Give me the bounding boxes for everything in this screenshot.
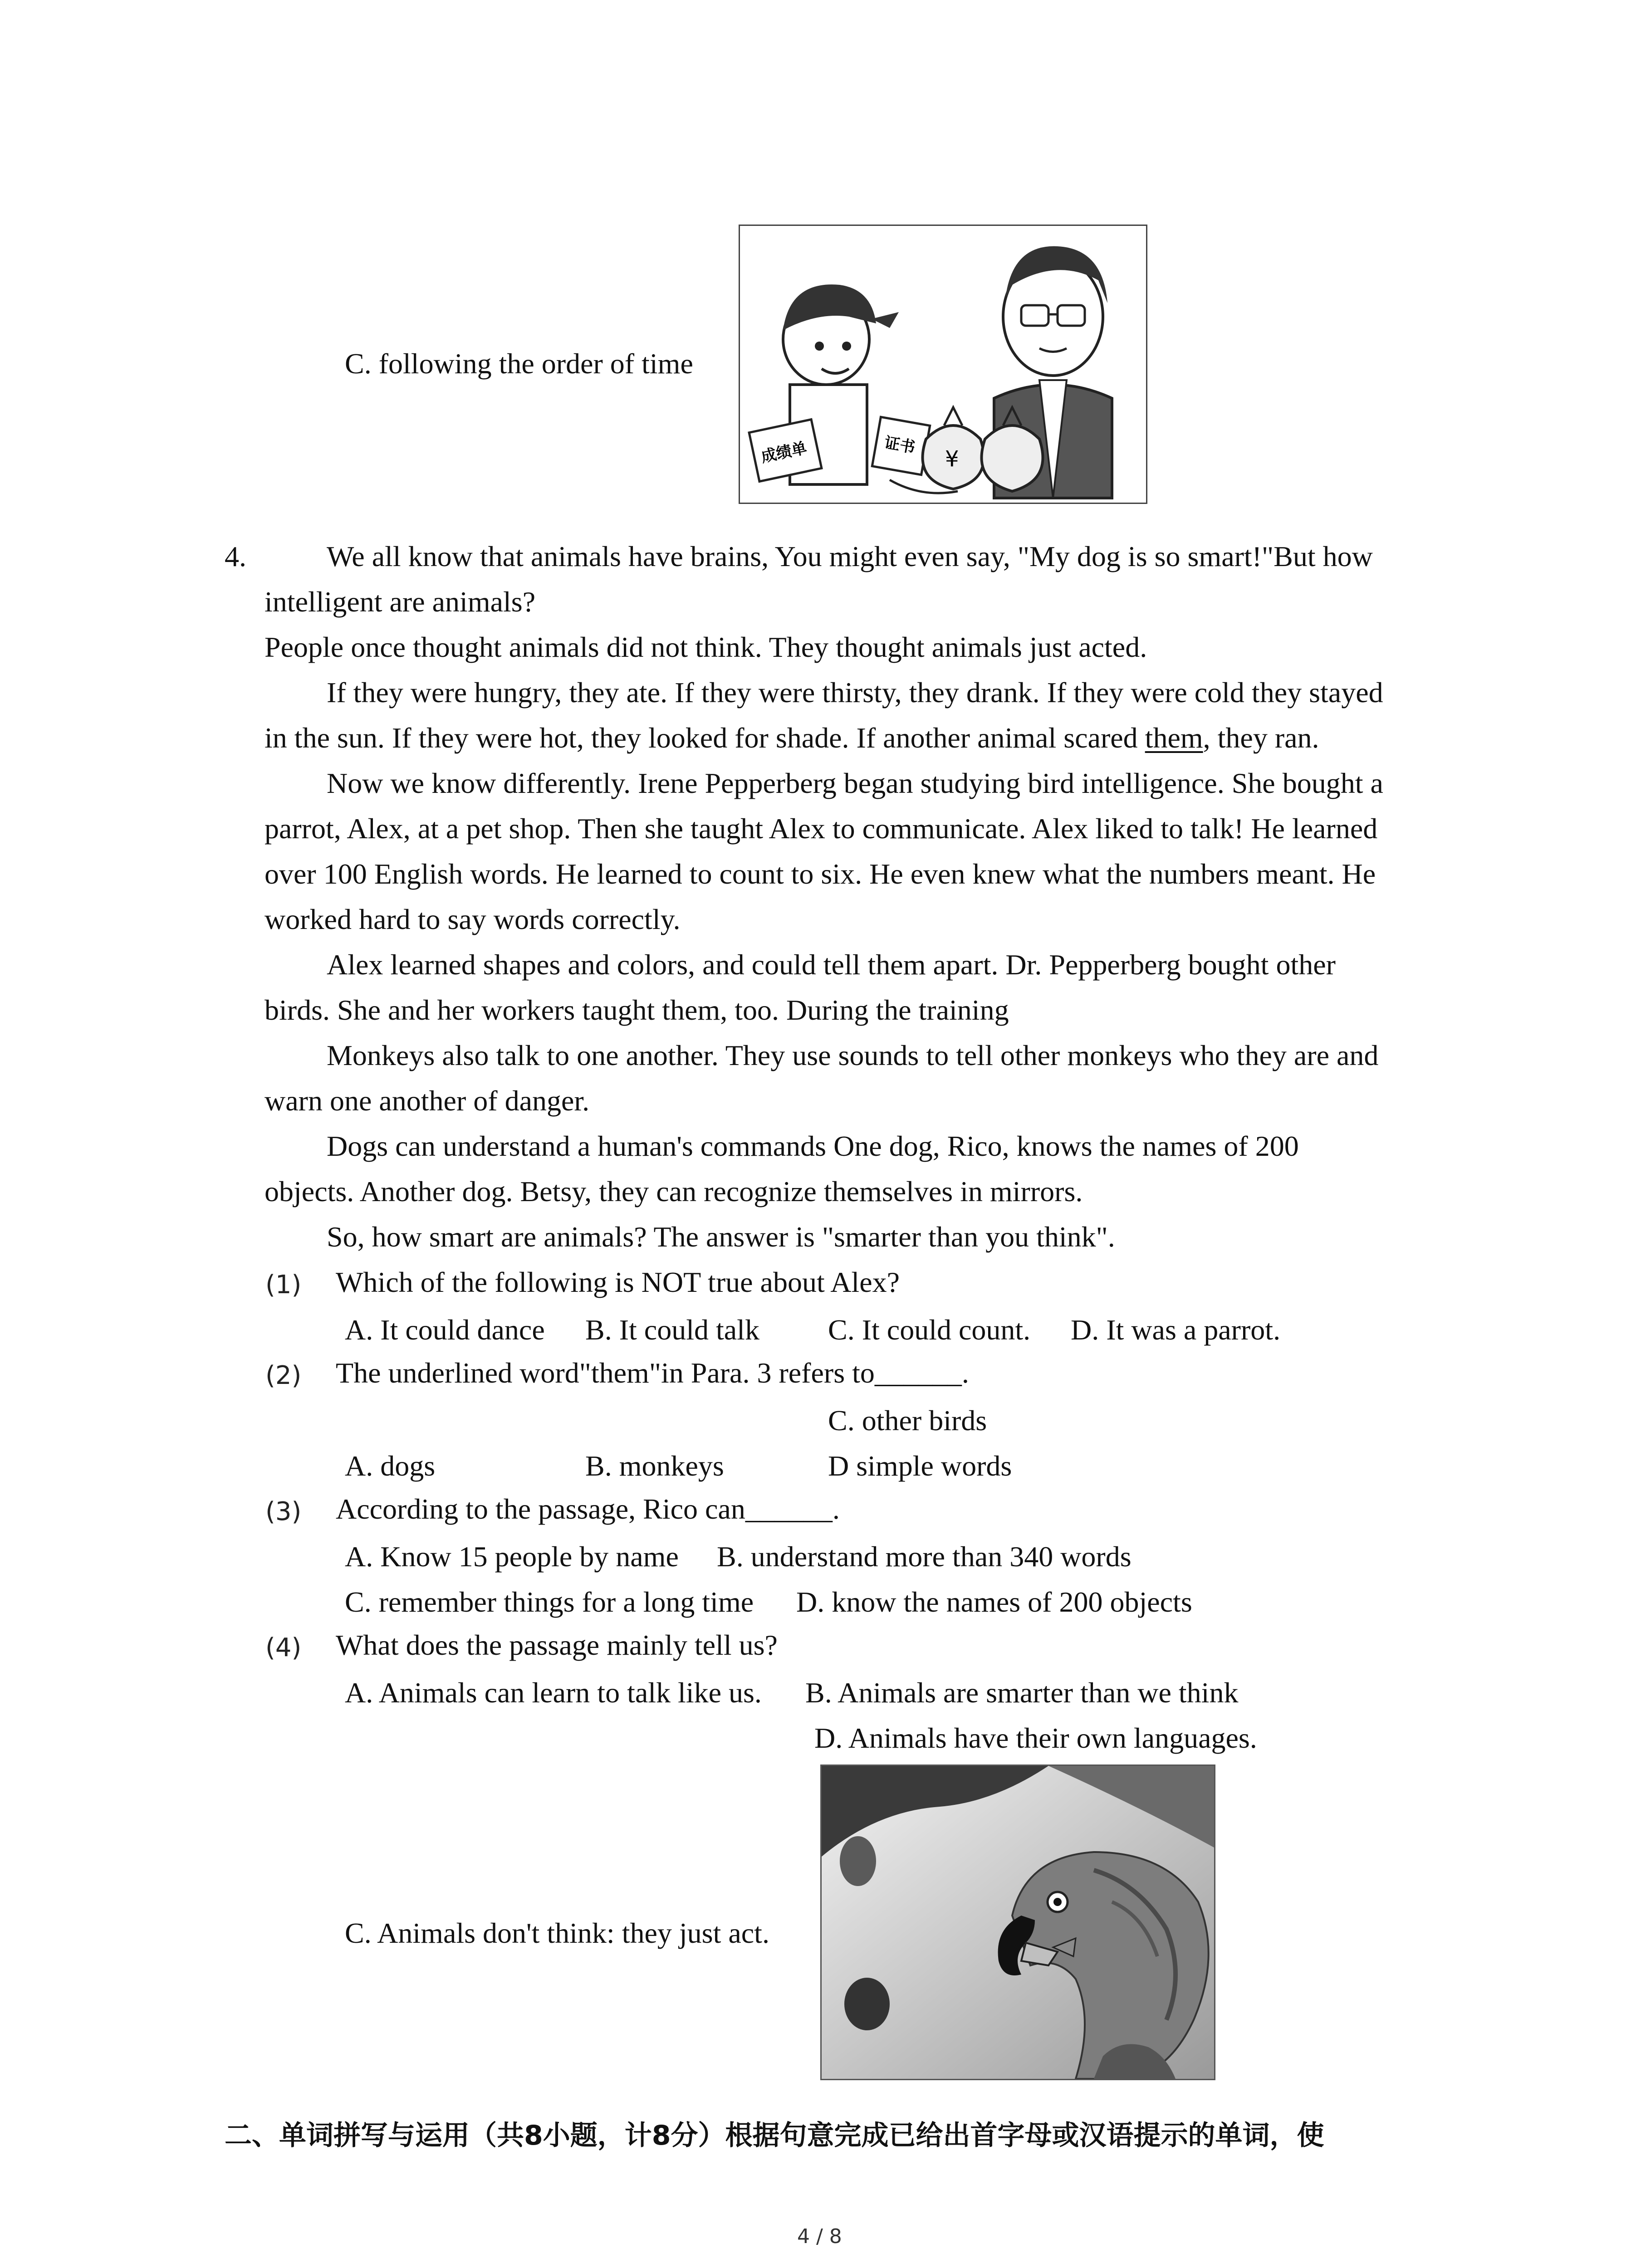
passage-p2: People once thought animals did not think. They thought animals just acted. [265, 631, 1147, 663]
option-a[interactable]: A. Know 15 people by name [345, 1540, 679, 1573]
option-c[interactable]: C. other birds [828, 1404, 987, 1437]
option-a[interactable]: A. It could dance [345, 1314, 545, 1346]
passage-p6-line1: Monkeys also talk to one another. They use sounds to tell other monkeys who they are and [327, 1039, 1379, 1071]
report-card-badge: 成绩单 [759, 439, 808, 466]
cartoon-illustration [739, 225, 1147, 504]
parrot-photo [820, 1765, 1215, 2080]
sub-question-stem: According to the passage, Rico can______. [336, 1493, 840, 1525]
sub-question-number: (4) [265, 1633, 302, 1662]
option-d[interactable]: D. It was a parrot. [1071, 1314, 1281, 1346]
parrot-drawing [822, 1766, 1214, 2079]
certificate-badge: 证书 [883, 433, 917, 457]
money-bag-symbol: ¥ [945, 446, 959, 472]
underlined-word-them: them [1145, 722, 1203, 754]
passage-p4-line2: parrot, Alex, at a pet shop. Then she taught Alex to communicate. Alex liked to talk! He learned [265, 812, 1378, 845]
passage-p8: So, how smart are animals? The answer is "smarter than you think". [327, 1221, 1115, 1253]
passage-p5-line1: Alex learned shapes and colors, and could tell them apart. Dr. Pepperberg bought other [327, 948, 1336, 981]
option-a[interactable]: A. Animals can learn to talk like us. [345, 1677, 762, 1709]
sub-question-stem: Which of the following is NOT true about Alex? [336, 1266, 900, 1298]
option-b[interactable]: B. understand more than 340 words [717, 1540, 1132, 1573]
option-d[interactable]: D simple words [828, 1450, 1012, 1482]
page-number: 4 / 8 [797, 2225, 842, 2248]
passage-p7-line1: Dogs can understand a human's commands One dog, Rico, knows the names of 200 [327, 1130, 1299, 1162]
option-c[interactable]: C. Animals don't think: they just act. [345, 1917, 769, 1949]
sub-question-stem: The underlined word"them"in Para. 3 refers to______. [336, 1357, 969, 1389]
passage-p3-line2 [265, 723, 1319, 753]
passage-p1-line1: We all know that animals have brains, You might even say, "My dog is so smart!"But how [327, 540, 1373, 572]
q3-option-c: C. following the order of time [345, 347, 693, 380]
question-number: 4. [225, 540, 246, 572]
passage-p4-line1: Now we know differently. Irene Pepperberg began studying bird intelligence. She bought a [327, 767, 1383, 799]
option-b[interactable]: B. Animals are smarter than we think [805, 1677, 1239, 1709]
sub-question-number: (2) [265, 1361, 302, 1390]
option-a[interactable]: A. dogs [345, 1450, 436, 1482]
passage-p1-line2: intelligent are animals? [265, 586, 536, 618]
passage-p3-line2-a: in the sun. If they were hot, they looked for shade. If another animal scared [265, 722, 1145, 754]
passage-p7-line2: objects. Another dog. Betsy, they can recognize themselves in mirrors. [265, 1175, 1083, 1207]
section-heading: 二、单词拼写与运用（共8小题，计8分）根据句意完成已给出首字母或汉语提示的单词，使 [225, 2120, 1324, 2151]
option-d[interactable]: D. know the names of 200 objects [796, 1586, 1192, 1618]
passage-p4-line3: over 100 English words. He learned to count to six. He even knew what the numbers meant. He [265, 858, 1376, 890]
passage-p3-line1: If they were hungry, they ate. If they were thirsty, they drank. If they were cold they stayed [327, 676, 1383, 709]
option-c[interactable]: C. It could count. [828, 1314, 1031, 1346]
cartoon-drawing [740, 226, 1146, 503]
option-b[interactable]: B. monkeys [585, 1450, 724, 1482]
passage-p4-line4: worked hard to say words correctly. [265, 903, 681, 935]
sub-question-number: (3) [265, 1497, 302, 1526]
option-c[interactable]: C. remember things for a long time [345, 1586, 754, 1618]
passage-p3-line2-b: , they ran. [1203, 722, 1319, 754]
option-d[interactable]: D. Animals have their own languages. [814, 1722, 1257, 1754]
option-b[interactable]: B. It could talk [585, 1314, 759, 1346]
passage-p5-line2: birds. She and her workers taught them, too. During the training [265, 994, 1009, 1026]
passage-p6-line2: warn one another of danger. [265, 1085, 590, 1117]
sub-question-stem: What does the passage mainly tell us? [336, 1629, 778, 1661]
sub-question-number: (1) [265, 1270, 302, 1300]
